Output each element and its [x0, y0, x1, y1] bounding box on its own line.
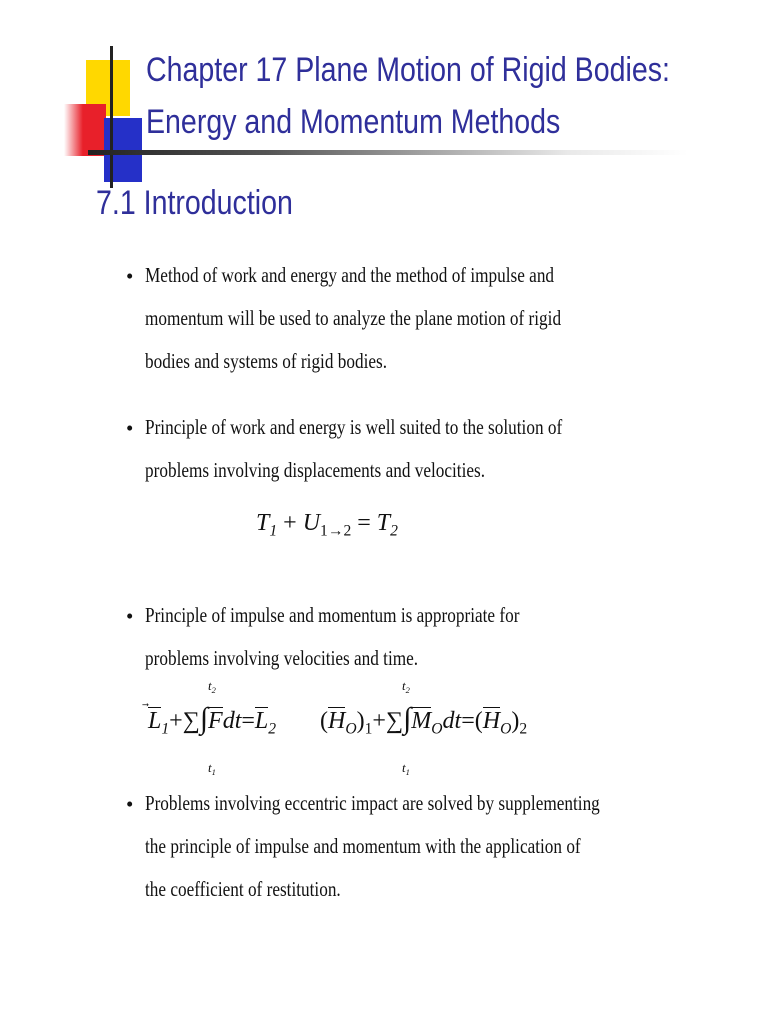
vertical-line [110, 46, 113, 188]
bullet-line: problems involving displacements and velocities. [145, 458, 486, 482]
bullet-line: the coefficient of restitution. [145, 877, 341, 901]
work-energy-equation: $T_1 + U_{1\to 2} = T_2$ [256, 510, 398, 540]
bullet-2-text [145, 406, 562, 492]
bullet-marker: • [126, 264, 134, 288]
title-line-2: Energy and Momentum Methods [146, 103, 561, 141]
angular-impulse-equation: $t_2$ $t_1$ $(H_O)_1+\sum\int M_Odt=(H_O)_2$ [320, 678, 528, 777]
bullet-line: the principle of impulse and momentum with the application of [145, 834, 581, 858]
linear-impulse-equation: $t_2$ $t_1$ $L_1+\sum\int Fdt=L_2$ [148, 678, 277, 777]
title-line-1: Chapter 17 Plane Motion of Rigid Bodies: [146, 51, 670, 89]
bullet-line: Principle of work and energy is well suited to the solution of [145, 415, 563, 439]
bullet-line: Principle of impulse and momentum is appropriate for [145, 603, 520, 627]
red-square [64, 104, 106, 156]
bullet-line: Problems involving eccentric impact are solved by supplementing [145, 791, 600, 815]
bullet-marker: • [126, 416, 134, 440]
bullet-3-text [145, 594, 519, 680]
bullet-line: Method of work and energy and the method of impulse and [145, 263, 555, 287]
bullet-line: problems involving velocities and time. [145, 646, 419, 670]
bullet-marker: • [126, 792, 134, 816]
bullet-line: bodies and systems of rigid bodies. [145, 349, 388, 373]
bullet-1-text [145, 254, 561, 383]
slide-title [146, 44, 670, 148]
horizontal-line [88, 150, 688, 155]
bullet-4-text [145, 782, 600, 911]
section-heading: 7.1 Introduction [96, 184, 293, 222]
bullet-line: momentum will be used to analyze the plane motion of rigid [145, 306, 562, 330]
bullet-marker: • [126, 604, 134, 628]
